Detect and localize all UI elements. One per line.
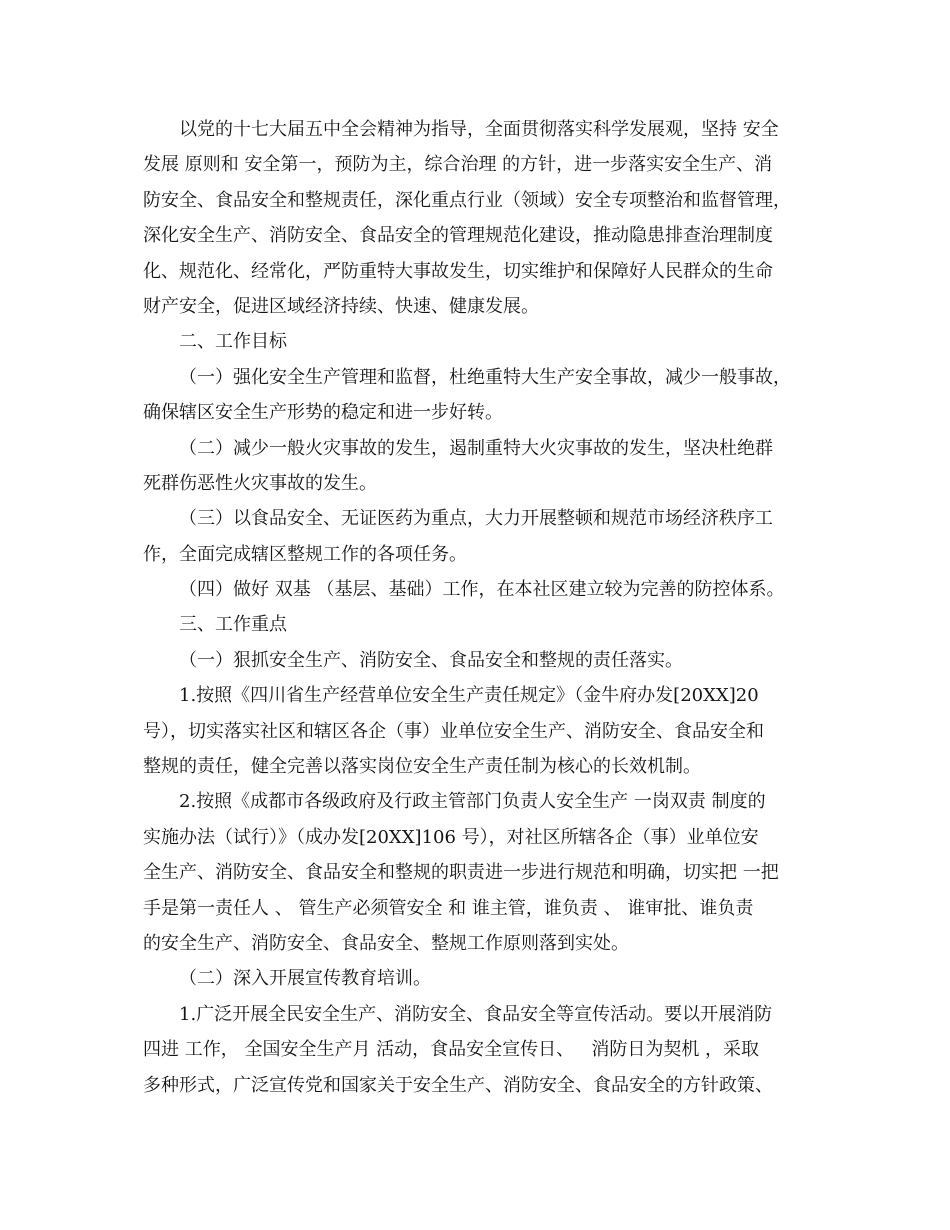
text-line: （二）减少一般火灾事故的发生，遏制重特大火灾事故的发生，坚决杜绝群	[179, 437, 773, 459]
paragraph	[143, 997, 811, 1103]
text-line: 确保辖区安全生产形势的稳定和进一步好转。	[143, 402, 503, 424]
paragraph	[143, 360, 811, 431]
text-line: （三）以食品安全、无证医药为重点，大力开展整顿和规范市场经济秩序工	[179, 508, 773, 530]
text-line: （一）强化安全生产管理和监督，杜绝重特大生产安全事故，减少一般事故，	[179, 366, 791, 388]
text-line: （二）深入开展宣传教育培训。	[179, 968, 431, 990]
text-line: 实施办法（试行）》（成办发[20XX]106 号），对社区所辖各企（事）业单位安	[143, 826, 759, 848]
paragraph	[143, 961, 811, 996]
text-line: 手是第一责任人 、 管生产必须管安全 和 谁主管，谁负责 、 谁审批、谁负责	[143, 897, 754, 919]
document-body	[143, 112, 811, 1103]
text-line: 多种形式，广泛宣传党和国家关于安全生产、消防安全、食品安全的方针政策、	[143, 1074, 773, 1096]
text-line: 死群伤恶性火灾事故的发生。	[143, 472, 377, 494]
text-line: 1.广泛开展全民安全生产、消防安全、食品安全等宣传活动。要以开展消防	[179, 1003, 773, 1025]
text-line: 以党的十七大届五中全会精神为指导，全面贯彻落实科学发展观，坚持 安全	[179, 119, 779, 140]
paragraph	[143, 678, 811, 784]
paragraph	[143, 431, 811, 502]
paragraph	[143, 112, 811, 324]
text-line: 三、工作重点	[179, 614, 287, 636]
text-line: （一）狠抓安全生产、消防安全、食品安全和整规的责任落实。	[179, 649, 683, 671]
paragraph	[143, 501, 811, 572]
text-line: （四）做好 双基 （基层、基础）工作，在本社区建立较为完善的防控体系。	[179, 579, 785, 601]
text-line: 号），切实落实社区和辖区各企（事）业单位安全生产、消防安全、食品安全和	[143, 720, 764, 742]
paragraph	[143, 607, 811, 642]
text-line: 四进 工作， 全国安全生产月 活动，食品安全宣传日、 消防日为契机 ，采取	[143, 1039, 760, 1061]
text-line: 的安全生产、消防安全、食品安全、整规工作原则落到实处。	[143, 932, 629, 954]
text-line: 2.按照《成都市各级政府及行政主管部门负责人安全生产 一岗双责 制度的	[179, 791, 766, 813]
text-line: 深化安全生产、消防安全、食品安全的管理规范化建设，推动隐患排查治理制度	[143, 225, 773, 247]
text-line: 防安全、食品安全和整规责任，深化重点行业（领域）安全专项整治和监督管理，	[143, 189, 791, 211]
paragraph	[143, 324, 811, 359]
text-line: 1.按照《四川省生产经营单位安全生产责任规定》（金牛府办发[20XX]20	[179, 685, 759, 707]
text-line: 化、规范化、经常化，严防重特大事故发生，切实维护和保障好人民群众的生命	[143, 260, 773, 282]
text-line: 二、工作目标	[179, 331, 287, 353]
text-line: 发展 原则和 安全第一，预防为主，综合治理 的方针，进一步落实安全生产、消	[143, 154, 773, 176]
text-line: 作，全面完成辖区整规工作的各项任务。	[143, 543, 467, 565]
text-line: 整规的责任，健全完善以落实岗位安全生产责任制为核心的长效机制。	[143, 756, 701, 778]
paragraph	[143, 572, 811, 607]
text-line: 财产安全，促进区域经济持续、快速、健康发展。	[143, 295, 539, 317]
text-line: 全生产、消防安全、食品安全和整规的职责进一步进行规范和明确，切实把 一把	[143, 862, 779, 884]
paragraph	[143, 784, 811, 961]
paragraph	[143, 643, 811, 678]
